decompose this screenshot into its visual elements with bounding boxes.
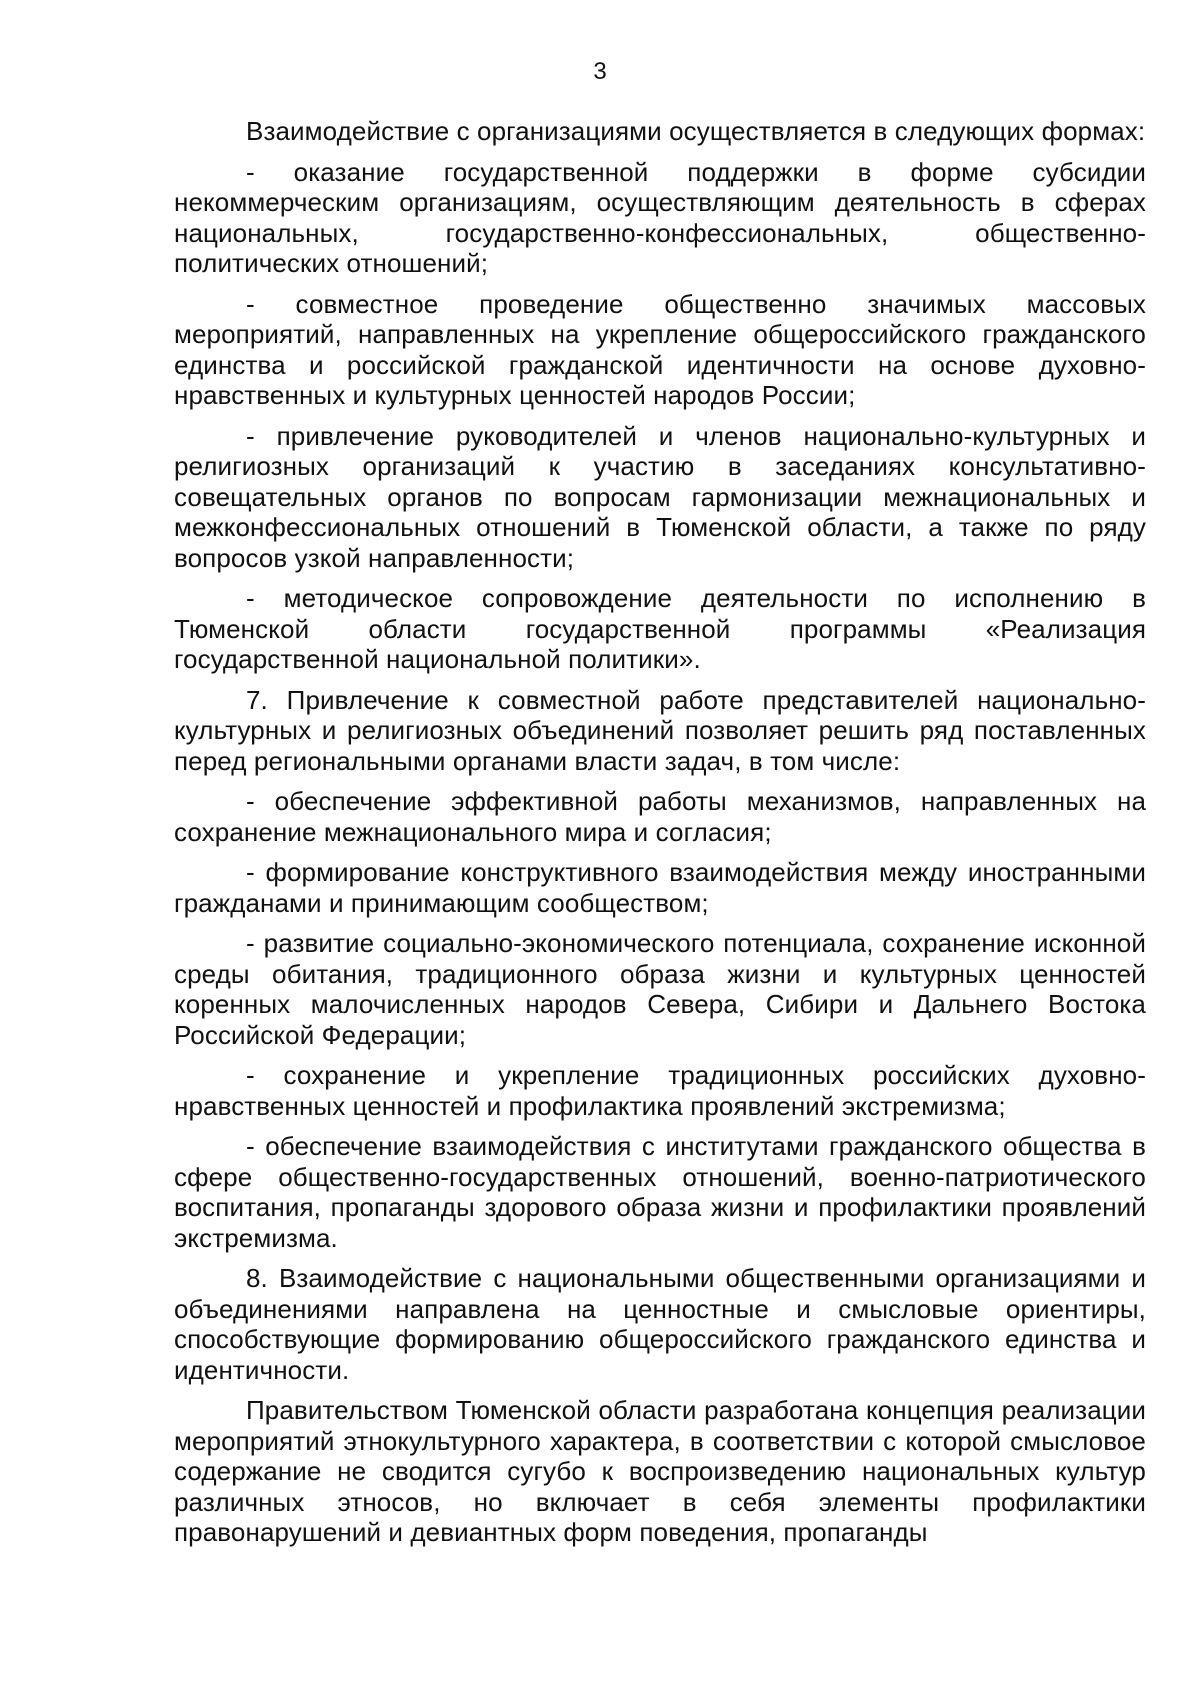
paragraph-traditional-values: - сохранение и укрепление традиционных российских духовно-нравственных ценностей и профилактика проявлений экстремизма; — [174, 1060, 1146, 1121]
paragraph-section-8: 8. Взаимодействие с национальными общественными организациями и объединениями направлена на ценностные и смысловые ориентиры, способствующие формированию общероссийского гражданского единства и идентичности. — [174, 1263, 1146, 1385]
document-body — [174, 116, 1146, 1558]
page-number: 3 — [593, 58, 607, 85]
paragraph-interaction-forms-intro: Взаимодействие с организациями осуществляется в следующих формах: — [246, 116, 1146, 146]
paragraph-state-support-subsidy: - оказание государственной поддержки в форме субсидии некоммерческим организациям, осуществляющим деятельность в сферах национальных, государственно-конфессиональных, общественно-политических отношений; — [174, 156, 1146, 278]
paragraph-methodological-support: - методическое сопровождение деятельности по исполнению в Тюменской области государственной программы «Реализация государственной национальной политики». — [174, 583, 1146, 674]
paragraph-interethnic-peace: - обеспечение эффективной работы механизмов, направленных на сохранение межнационального мира и согласия; — [174, 786, 1146, 847]
paragraph-civil-society: - обеспечение взаимодействия с институтами гражданского общества в сфере общественно-государственных отношений, военно-патриотического воспитания, пропаганды здорового образа жизни и профилактики проявлений экстремизма. — [174, 1131, 1146, 1253]
paragraph-joint-events: - совместное проведение общественно значимых массовых мероприятий, направленных на укрепление общероссийского гражданского единства и российской гражданской идентичности на основе духовно-нравственных и культурных ценностей народов России; — [174, 288, 1146, 410]
paragraph-government-concept: Правительством Тюменской области разработана концепция реализации мероприятий этнокультурного характера, в соответствии с которой смысловое содержание не сводится сугубо к воспроизведению национальных культур различных этносов, но включает в себя элементы профилактики правонарушений и девиантных форм поведения, пропаганды — [174, 1395, 1146, 1547]
paragraph-indigenous-peoples: - развитие социально-экономического потенциала, сохранение исконной среды обитания, традиционного образа жизни и культурных ценностей коренных малочисленных народов Севера, Сибири и Дальнего Востока Российской Федерации; — [174, 928, 1146, 1050]
paragraph-advisory-bodies: - привлечение руководителей и членов национально-культурных и религиозных организаций к участию в заседаниях консультативно-совещательных органов по вопросам гармонизации межнациональных и межконфессиональных отношений в Тюменской области, а также по ряду вопросов узкой направленности; — [174, 420, 1146, 573]
paragraph-section-7: 7. Привлечение к совместной работе представителей национально-культурных и религиозных объединений позволяет решить ряд поставленных перед региональными органами власти задач, в том числе: — [174, 684, 1146, 776]
paragraph-foreign-citizens: - формирование конструктивного взаимодействия между иностранными гражданами и принимающим сообществом; — [174, 857, 1146, 918]
